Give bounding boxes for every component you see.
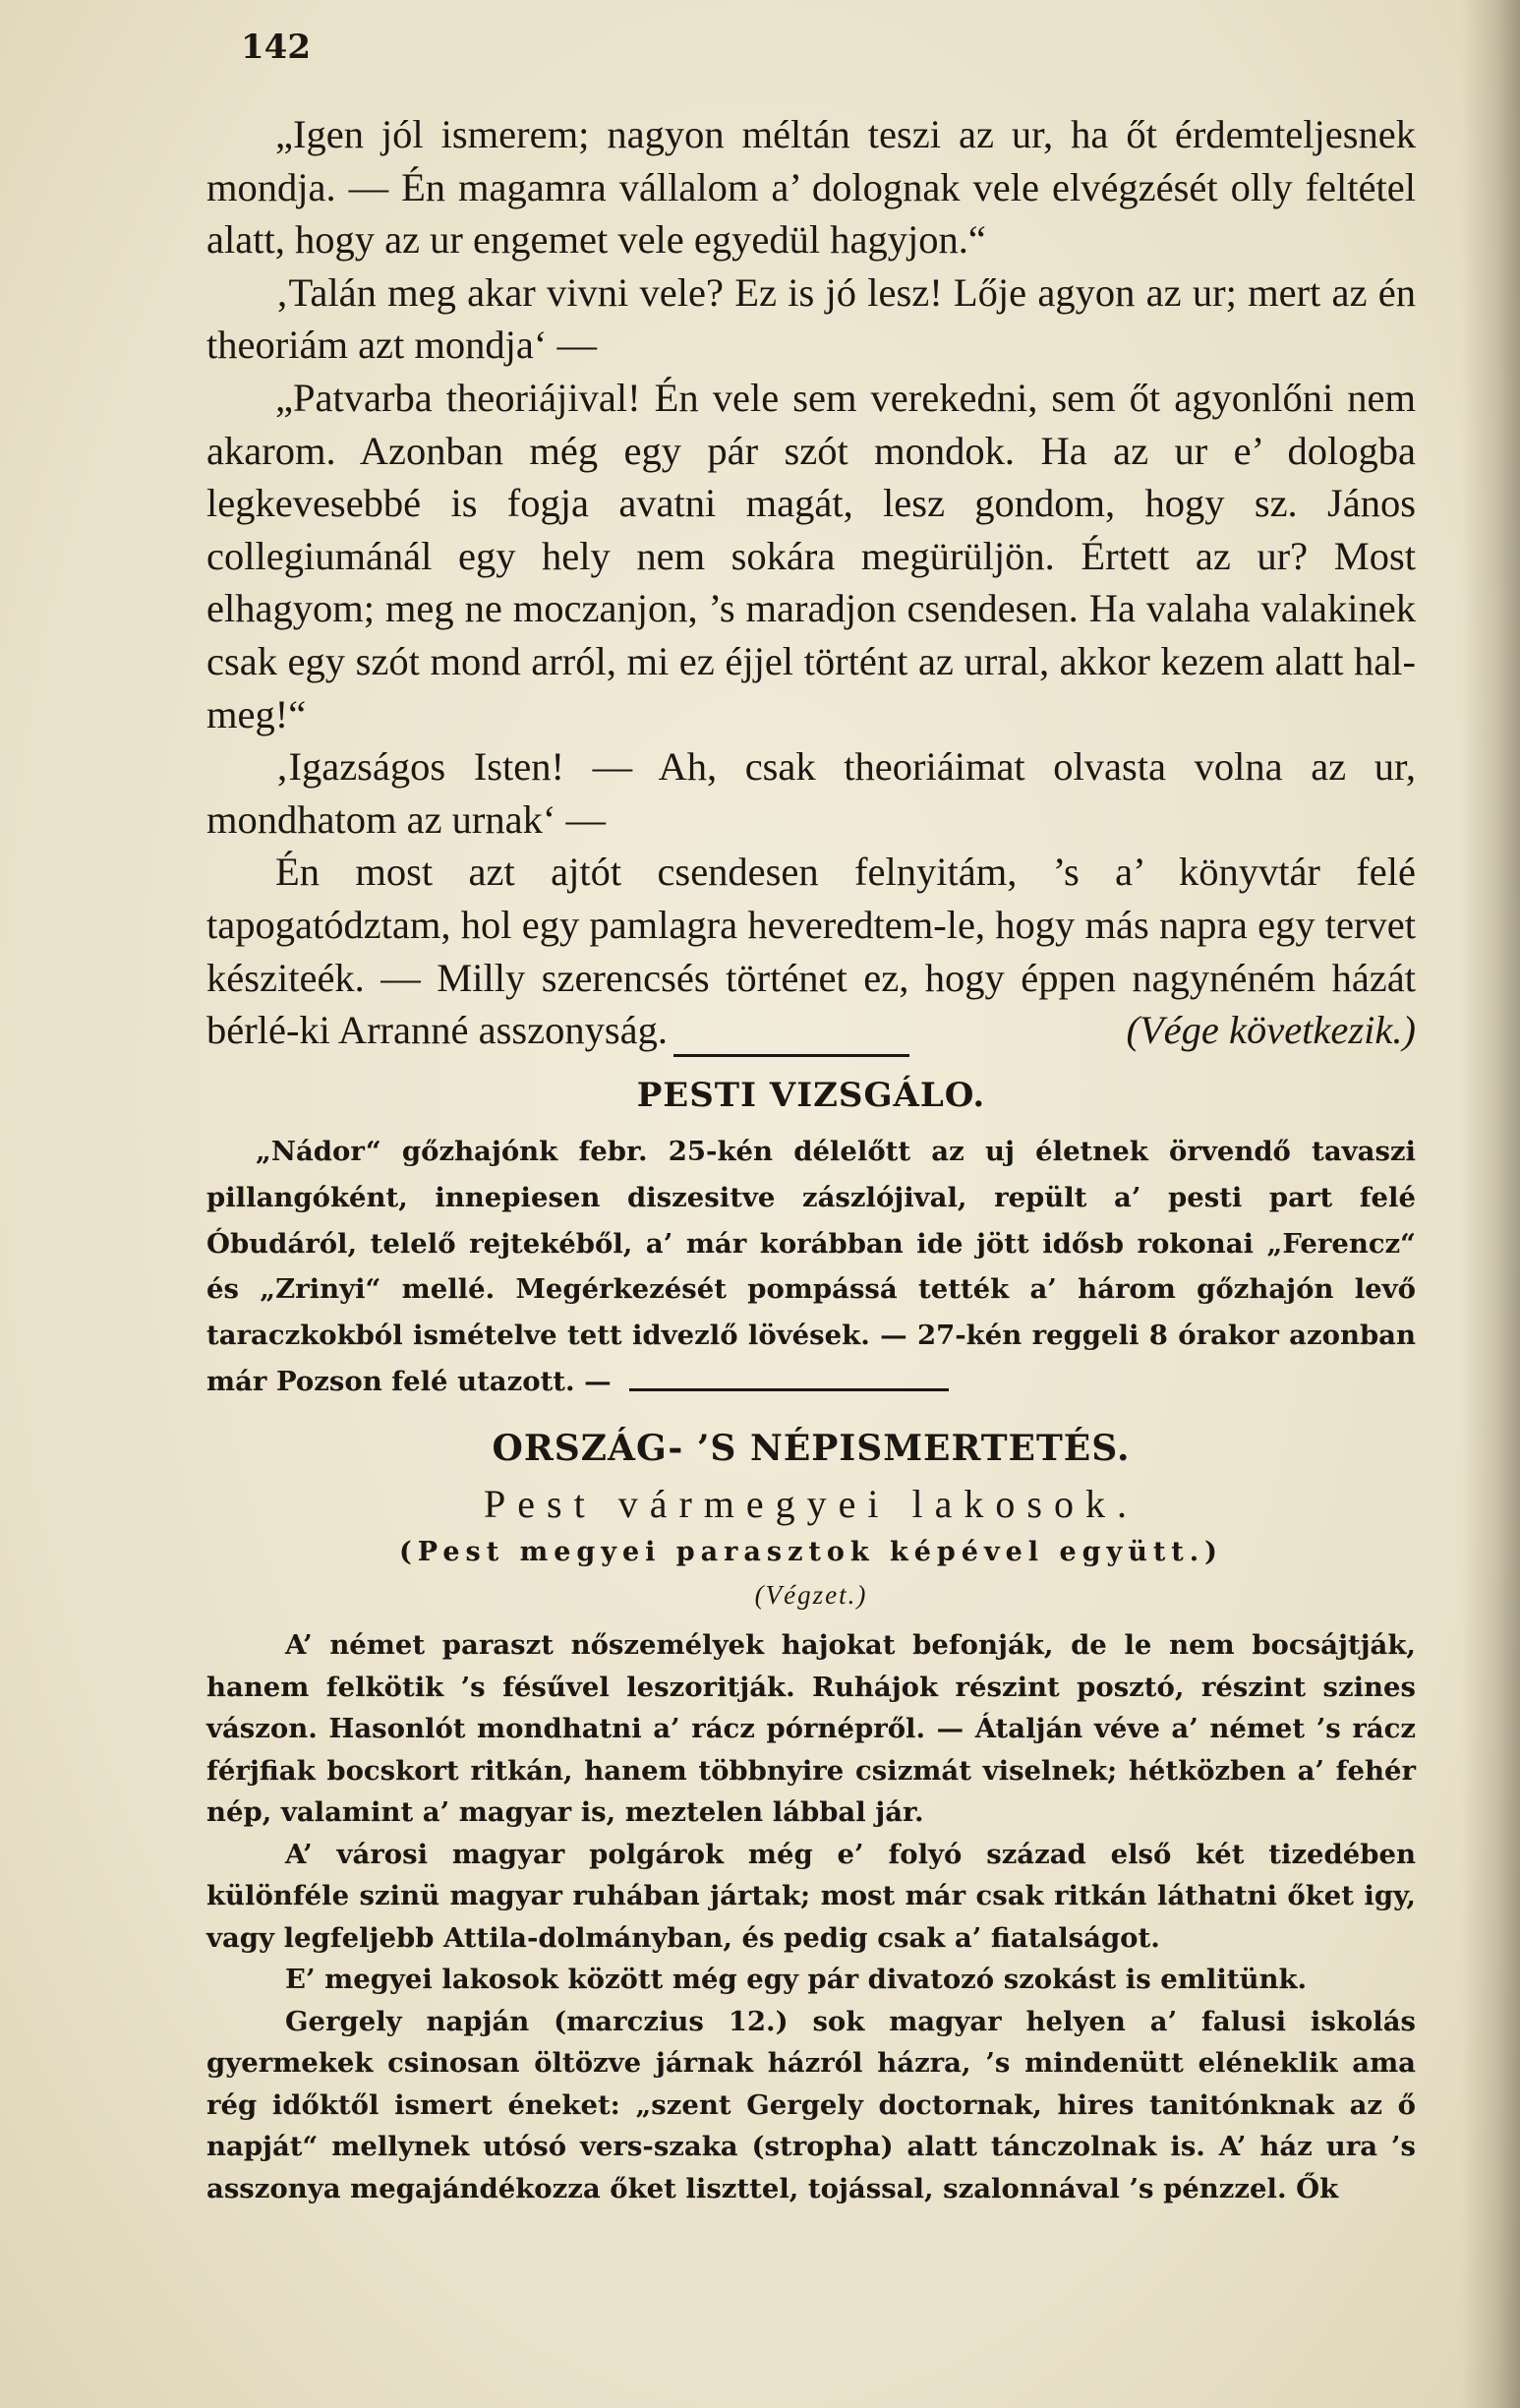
story-section xyxy=(206,108,1416,1057)
vizsgalo-section xyxy=(206,1129,1416,1405)
ethnography-heading: ORSZÁG- ’S NÉPISMERTETÉS. xyxy=(492,1428,1131,1469)
ethnography-paragraph: E’ megyei lakosok között még egy pár divatozó szokást is emlitünk. xyxy=(285,1964,1308,1995)
ethnography-paragraph: A’ városi magyar polgárok még e’ folyó század első két tizedében különféle szinü magyar ruhában jártak; most már csak ritkán láthatni őket igy, vagy legfeljebb Attila-dolmányban, és pedig csak a’ fiatalságot. xyxy=(206,1838,1416,1954)
conclusion-label: (Végzet.) xyxy=(754,1580,868,1610)
ethnography-section xyxy=(206,1624,1416,2209)
ethnography-subheading: Pest vármegyei lakosok. xyxy=(484,1482,1139,1526)
section-divider xyxy=(673,1054,909,1057)
ethnography-paragraph: Gergely napján (marczius 12.) sok magyar helyen a’ falusi iskolás gyermekek csinosan öltözve járnak házról házra, ’s mindenütt eléneklik ama rég időktől ismert éneket: „szent Gergely doctornak, hires tanitónknak az ő napját“ mellynek utósó vers-szaka (stropha) alatt tánczolnak is. A’ ház ura ’s asszonya megajándékozza őket liszttel, tojással, szalonnával ’s pénzzel. Ők xyxy=(206,2005,1416,2204)
page-gutter-shadow xyxy=(1461,0,1520,2408)
story-paragraph: „Igen jól ismerem; nagyon méltán teszi az ur, ha őt érdemteljesnek mondja. — Én magamra vállalom a’ dolognak vele elvégzését olly feltétel alatt, hogy az ur engemet vele egyedül hagyjon.“ xyxy=(206,112,1416,263)
illustration-note: (Pest megyei parasztok képével együtt.) xyxy=(399,1537,1223,1567)
ethnography-paragraph: A’ német paraszt nőszemélyek hajokat befonják, de le nem bocsájtják, hanem felkötik ’s fésűvel leszoritják. Ruhájok részint posztó, részint szines vászon. Hasonlót mondhatni a’ rácz pórnépről. — Átalján véve a’ német ’s rácz férjfiak bocskort ritkán, hanem többnyire csizmát viselnek; hétközben a’ fehér nép, valamint a’ magyar is, meztelen lábbal jár. xyxy=(206,1629,1416,1828)
story-continuation-note: (Vége következik.) xyxy=(1126,1008,1416,1053)
story-paragraph: ‚Talán meg akar vivni vele? Ez is jó lesz! Lője agyon az ur; mert az én theoriám azt mondja‘ — xyxy=(206,269,1416,368)
vizsgalo-heading: PESTI VIZSGÁLO. xyxy=(636,1076,986,1115)
vizsgalo-paragraph: „Nádor“ gőzhajónk febr. 25-kén délelőtt az uj életnek örvendő tavaszi pillangóként, innepiesen diszesitve zászlójival, repült a’ pesti part felé Óbudáról, telelő rejtekéből, a’ már korábban ide jött idősb rokonai „Ferencz“ és „Zrinyi“ mellé. Megérkezését pompássá tették a’ három gőzhajón levő taraczkokból ismételve tett idvezlő lövések. — 27-kén reggeli 8 órakor azonban már Pozson felé utazott. — xyxy=(206,1136,1416,1397)
story-paragraph: ‚Igazságos Isten! — Ah, csak theoriáimat olvasta volna az ur, mondhatom az urnak‘ — xyxy=(206,744,1416,842)
story-paragraph-text: Én most azt ajtót csendesen felnyitám, ’s a’ könyvtár felé tapogatództam, hol egy pamlagra heveredtem-le, hogy más napra egy tervet késziteék. — Milly szerencsés történet ez, hogy éppen nagynéném házát bérlé-ki Arranné asszonyság. xyxy=(206,850,1416,1053)
story-paragraph xyxy=(206,846,1416,1056)
page-number: 142 xyxy=(241,28,311,67)
story-paragraph: „Patvarba theoriájival! Én vele sem verekedni, sem őt agyonlőni nem akarom. Azonban még egy pár szót mondok. Ha az ur e’ dologba legkevesebbé is fogja avatni magát, lesz gondom, hogy sz. János collegiumánál egy hely nem sokára megürüljön. Értett az ur? Most elhagyom; meg ne moczanjon, ’s maradjon csendesen. Ha valaha valakinek csak egy szót mond arról, mi ez éjjel történt az urral, akkor kezem alatt hal-meg!“ xyxy=(206,375,1416,736)
section-divider xyxy=(629,1388,949,1391)
